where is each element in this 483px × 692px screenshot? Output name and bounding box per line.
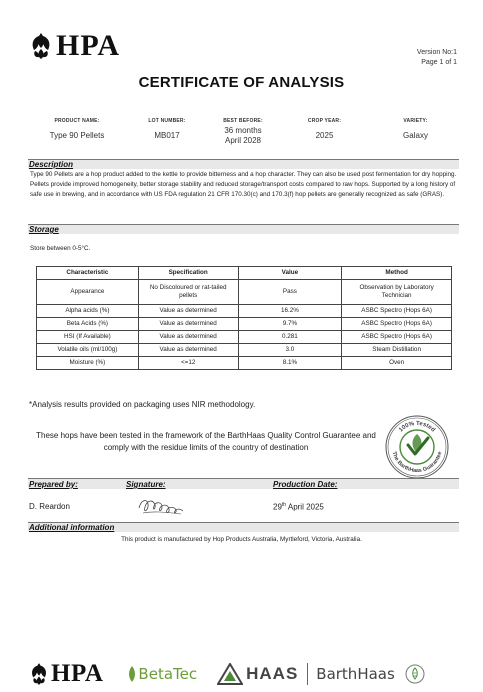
table-cell: 9.7% [238,318,342,331]
production-month-year: April 2025 [287,502,324,512]
footer-divider [307,663,308,685]
logo-text: HPA [56,29,121,62]
description-heading: Description [29,160,74,169]
column-header: Characteristic [37,267,139,280]
prepared-by-label: Prepared by: [29,480,78,489]
prepared-by-name: D. Reardon [29,502,70,511]
table-cell: Appearance [37,280,139,305]
table-cell: Oven [342,357,452,370]
table-cell: 0.281 [238,331,342,344]
column-header: Value [238,267,342,280]
table-cell: Alpha acids (%) [37,305,139,318]
table-cell: ASBC Spectro (Hops 6A) [342,305,452,318]
table-row [37,280,452,305]
quality-statement: These hops have been tested in the framework of the BarthHaas Quality Control Guarantee and comply with the residue limits of the country of destination [36,431,376,452]
best-before-date: April 2028 [224,136,262,145]
footer-haas-text: HAAS [246,664,299,683]
footer-hpa-text: HPA [51,660,104,687]
svg-text:The BarthHaas Guarantee [391,451,444,474]
analysis-footnote: *Analysis results provided on packaging uses NIR methodology. [29,400,256,409]
column-header: Method [342,267,452,280]
svg-text:100% Tested [398,421,436,434]
table-cell: Observation by Laboratory Technician [342,280,452,305]
description-text: Type 90 Pellets are a hop product added to the kettle to provide bitterness and a hop character. They can also be used post fermentation for dry hopping. Pellets provide improved homogeneity, better storage stability and reduced storage/transport costs compared to raw hops. Supported by a long history of safe use in brewing, and in accordance with US FDA regulation 21 CFR 170.30(c) and 170.3(f) hop pellets are generally recognized as safe (GRAS). [30,171,457,199]
product-info [29,118,459,146]
additional-info-text: This product is manufactured by Hop Products Australia, Myrtleford, Victoria, Australia. [121,536,362,543]
variety-header: VARIETY: [403,118,428,124]
table-cell: HSI (If Available) [37,331,139,344]
analysis-table [36,266,452,370]
lot-number-header: LOT NUMBER: [148,118,186,124]
hop-cone-icon [29,32,53,60]
footer-hpa-logo [29,660,103,688]
leaf-icon [127,665,137,683]
additional-info-section-bar [28,522,459,532]
footer-betatec-logo [127,665,197,683]
storage-text: Store between 0-5°C. [30,245,91,252]
column-header: Specification [138,267,238,280]
table-cell: 3.0 [238,344,342,357]
table-cell: 16.2% [238,305,342,318]
footer-barthhaas-text: BarthHaas [316,665,395,683]
version-number: Version No:1 [416,49,457,56]
best-before [209,126,277,146]
table-cell: <=12 [138,357,238,370]
barthhaas-guarantee-seal [384,414,450,480]
production-day-suffix: th [281,502,287,508]
table-cell: Volatile oils (ml/100g) [37,344,139,357]
table-cell: Beta Acids (%) [37,318,139,331]
signature-label: Signature: [126,480,166,489]
table-row [37,344,452,357]
table-row [37,305,452,318]
footer-haas-logo [217,663,298,685]
storage-heading: Storage [29,225,59,234]
table-cell: Value as determined [138,344,238,357]
table-row [37,318,452,331]
hpa-logo [29,31,120,61]
crop-year: 2025 [315,131,334,140]
crop-year-header: CROP YEAR: [307,118,342,124]
description-section-bar [28,159,459,169]
mountain-icon [217,663,243,685]
table-cell: Moisture (%) [37,357,139,370]
storage-section-bar [28,224,459,234]
table-cell: Value as determined [138,331,238,344]
product-name-header: PRODUCT NAME: [54,118,100,124]
page-title: CERTIFICATE OF ANALYSIS [138,74,345,91]
table-header-row [37,267,452,280]
page-number: Page 1 of 1 [421,59,457,66]
table-cell: ASBC Spectro (Hops 6A) [342,331,452,344]
table-cell: Value as determined [138,305,238,318]
table-cell: 8.1% [238,357,342,370]
seal-top-text: 100% Tested [398,420,436,434]
version-info [417,48,457,68]
hop-badge-icon [405,664,425,684]
table-cell: Steam Distillation [342,344,452,357]
footer-betatec-text: BetaTec [138,665,198,683]
production-date-label: Production Date: [273,480,338,489]
hop-cone-icon [29,662,49,686]
table-cell: No Discoloured or rat-tailed pellets [138,280,238,305]
table-cell: Pass [238,280,342,305]
seal-bottom-text: The BarthHaas Guarantee [390,451,444,475]
table-cell: ASBC Spectro (Hops 6A) [342,318,452,331]
product-name: Type 90 Pellets [49,131,105,140]
table-row [37,331,452,344]
best-before-header: BEST BEFORE: [223,118,263,124]
variety: Galaxy [403,131,428,140]
production-date [273,502,324,512]
best-before-period: 36 months [224,126,262,135]
lot-number: MB017 [154,131,180,140]
production-day: 29 [273,502,282,512]
additional-info-heading: Additional information [29,523,115,532]
signature-image [135,492,187,520]
table-row [37,357,452,370]
signoff-bar [28,478,459,489]
footer-logos [29,659,469,689]
table-cell: Value as determined [138,318,238,331]
